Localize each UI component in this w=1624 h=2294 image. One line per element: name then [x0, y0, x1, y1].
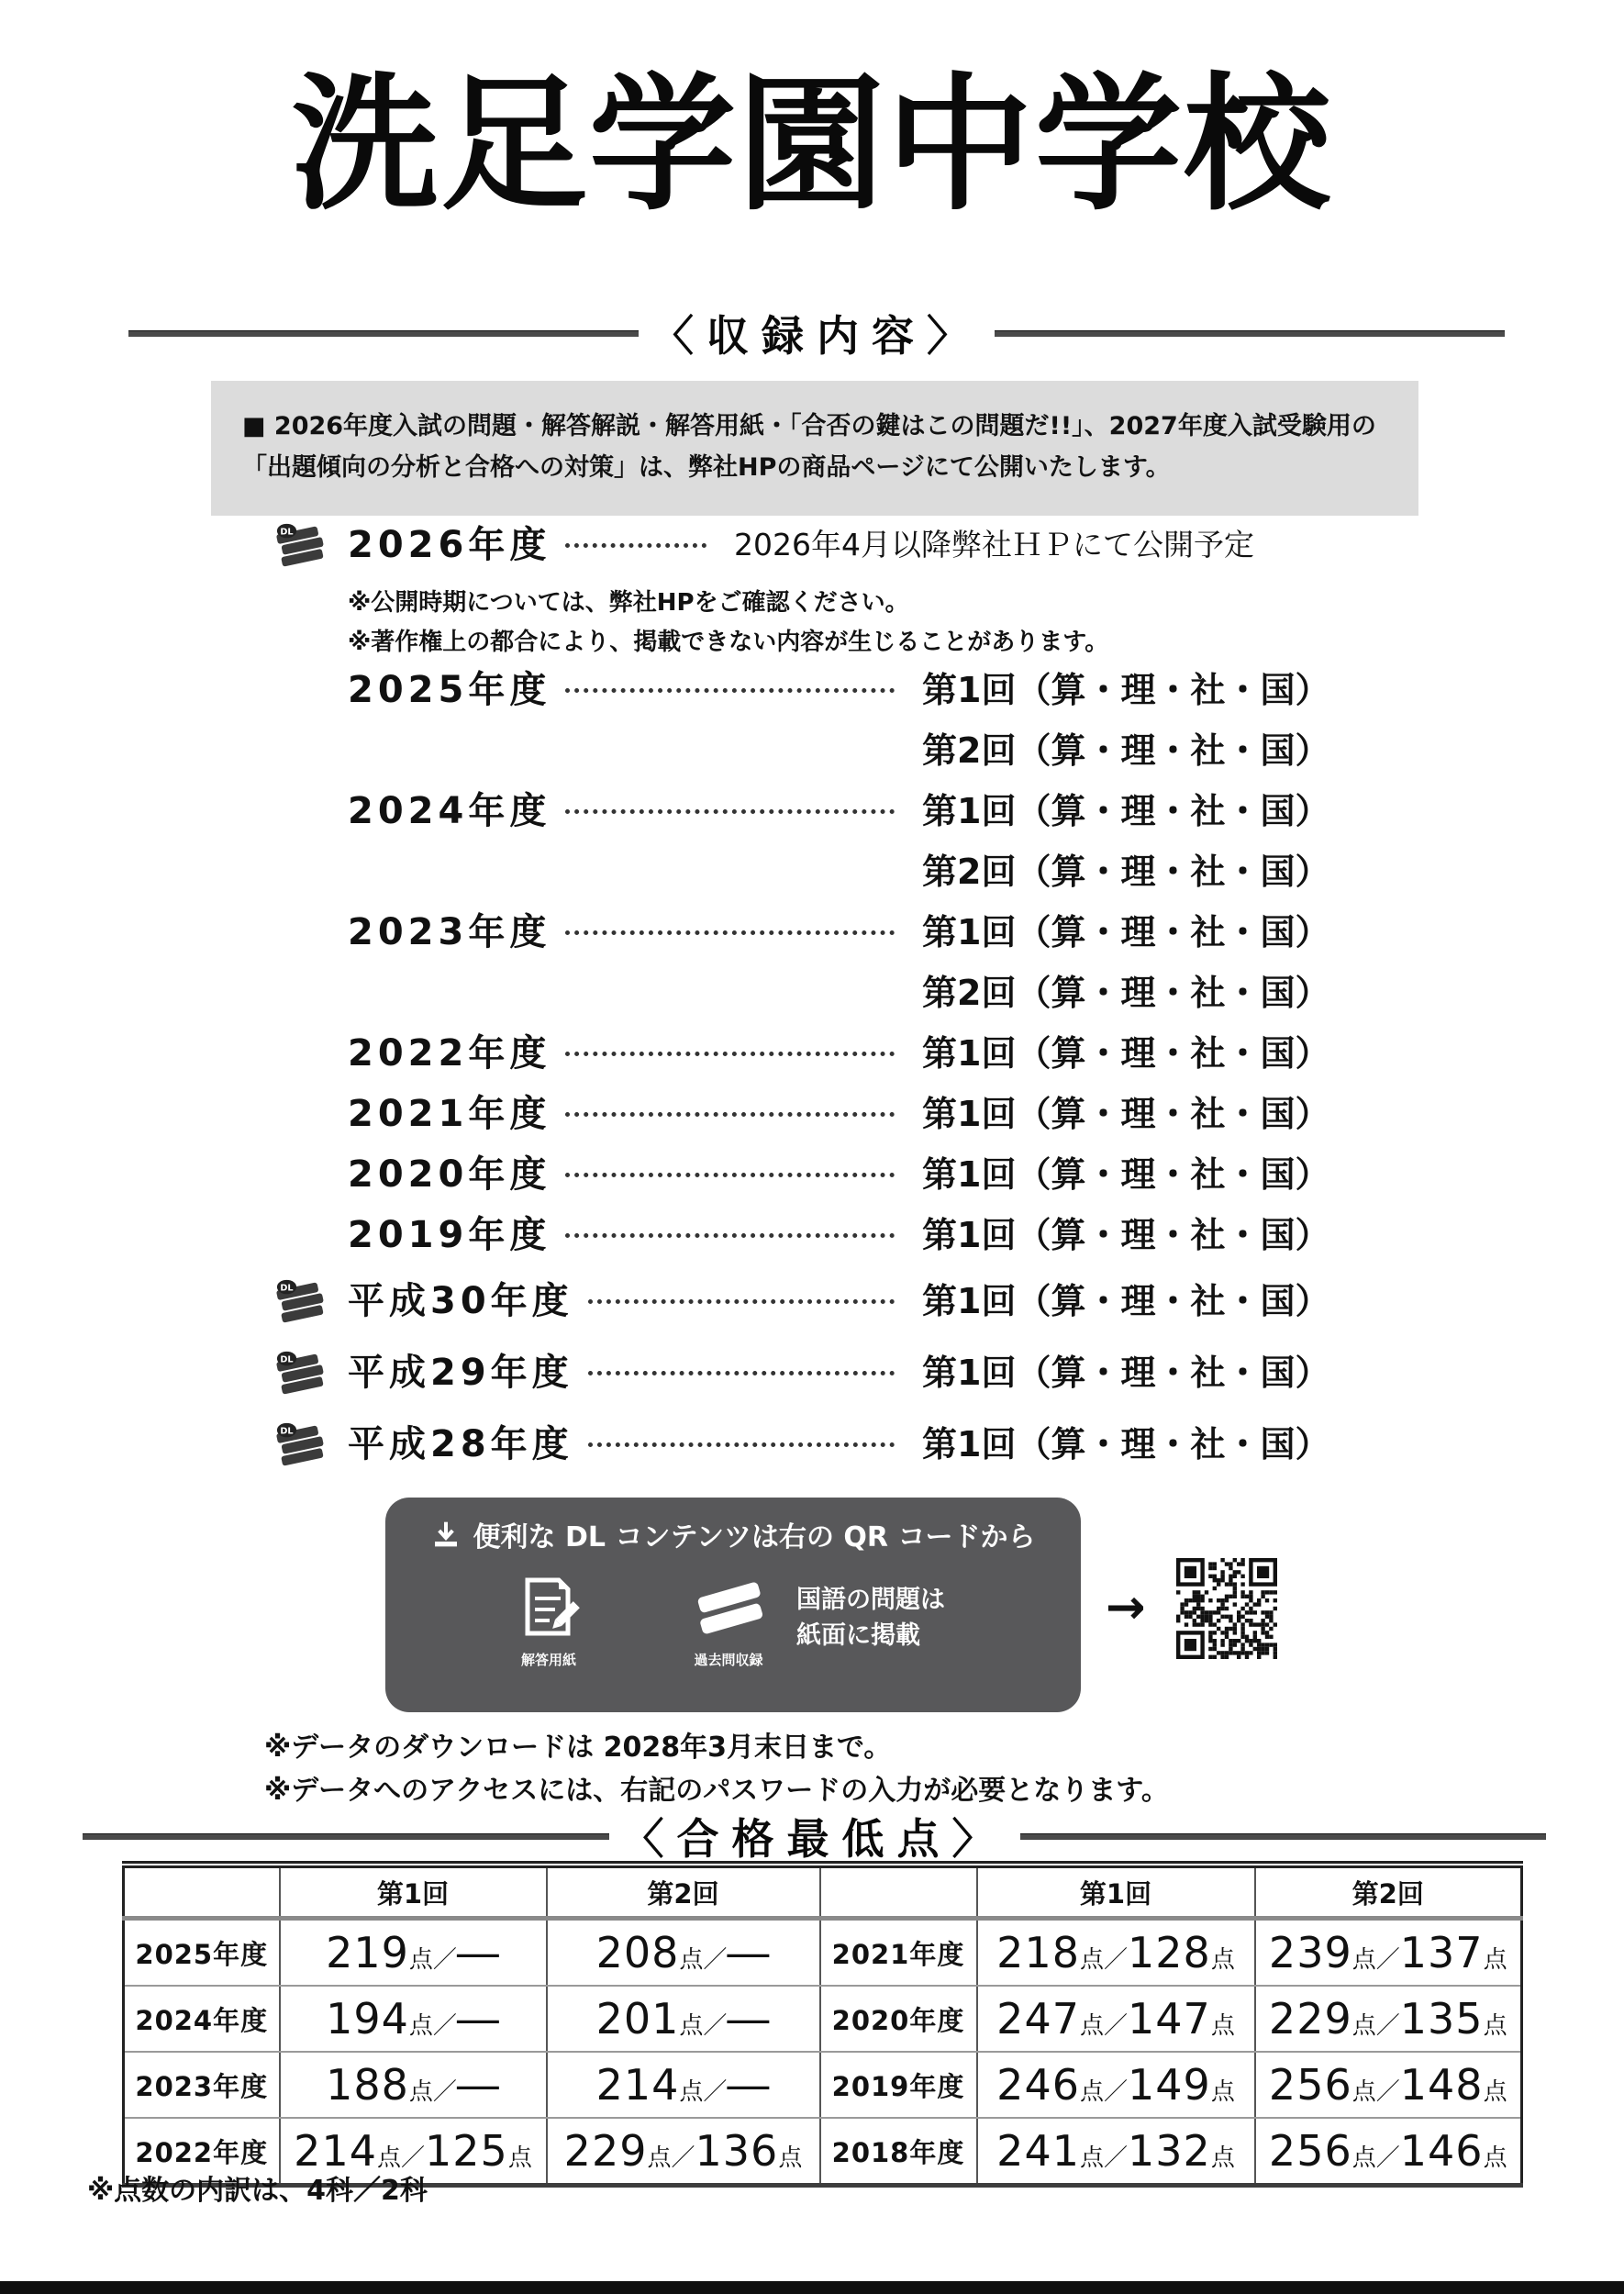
column-header: 第1回 [977, 1865, 1255, 1919]
rule-right [1020, 1833, 1547, 1840]
contents-row-left [271, 1094, 922, 1134]
arrow-right-icon: → [1106, 1580, 1146, 1635]
dl-icon-slot [271, 1275, 348, 1327]
contents-row [271, 1215, 1408, 1255]
contents-row [271, 1154, 1408, 1195]
score-cell: 194点／― [280, 1986, 547, 2052]
dl-books-icon [271, 1419, 329, 1470]
dl-icon-slot [271, 1347, 348, 1398]
dl-books-icon [271, 1275, 329, 1327]
contents-row-left [271, 1275, 922, 1327]
contents-section-label: 〈収録内容〉 [651, 311, 982, 361]
score-cell: 246点／149点 [977, 2052, 1255, 2118]
dl-items [509, 1573, 1081, 1669]
score-cell: 208点／― [547, 1919, 820, 1987]
dl-item-caption: 解答用紙 [520, 1652, 576, 1668]
score-cell: 239点／137点 [1255, 1919, 1522, 1987]
dl-icon-slot [271, 1419, 348, 1470]
dl-note-line-2: ※データへのアクセスには、右記のパスワードの入力が必要となります。 [264, 1774, 1169, 1807]
score-cell: 214点／― [547, 2052, 820, 2118]
svg-text:DL: DL [280, 1354, 294, 1365]
contents-row-left [271, 1033, 922, 1074]
exam-round-label: 第1回（算・理・社・国） [922, 912, 1330, 952]
year-label: 2025年度 [348, 669, 551, 711]
dotted-leader [565, 1052, 895, 1056]
dotted-leader [565, 688, 895, 693]
dotted-leader [565, 809, 895, 814]
exam-round-label: 第1回（算・理・社・国） [922, 1215, 1330, 1255]
svg-text:DL: DL [280, 1283, 294, 1294]
dl-side-note-line-2: 紙面に掲載 [796, 1621, 920, 1651]
contents-row [271, 1419, 1408, 1470]
notice-line-1: ■ 2026年度入試の問題・解答解説・解答用紙・「合否の鍵はこの問題だ!!」、2027年度入試受験用の [242, 412, 1376, 440]
contents-row [271, 912, 1408, 952]
dotted-leader [588, 1299, 895, 1304]
year-cell: 2023年度 [124, 2052, 280, 2118]
year-cell: 2025年度 [124, 1919, 280, 1987]
dotted-leader [565, 930, 895, 935]
qr-code [1176, 1558, 1277, 1659]
exam-round-label: 第1回（算・理・社・国） [922, 1424, 1330, 1464]
year-cell: 2018年度 [820, 2118, 977, 2186]
contents-row [271, 670, 1408, 710]
dotted-leader [565, 1233, 895, 1238]
contents-row [271, 1347, 1408, 1398]
rule-left [128, 330, 639, 337]
dl-notes [264, 1727, 1169, 1812]
contents-section-header [128, 303, 1505, 363]
min-scores-table [122, 1861, 1523, 2188]
score-cell: 219点／― [280, 1919, 547, 1987]
contents-row-left [271, 670, 922, 710]
page-bottom-bar [0, 2281, 1624, 2294]
notice-line-2: 「出題傾向の分析と合格への対策」は、弊社HPの商品ページにて公開いたします。 [242, 452, 1171, 482]
contents-row [271, 1275, 1408, 1327]
books-icon [684, 1573, 773, 1644]
year-label: 2023年度 [348, 911, 551, 953]
score-cell: 256点／148点 [1255, 2052, 1522, 2118]
min-scores-section-label: 〈合格最低点〉 [621, 1814, 1007, 1864]
score-cell: 214点／125点 [280, 2118, 547, 2186]
exam-round-label: 第1回（算・理・社・国） [922, 1154, 1330, 1195]
score-table-row [124, 1919, 1522, 1987]
rule-left [83, 1833, 609, 1840]
year-cell: 2019年度 [820, 2052, 977, 2118]
year-label: 平成28年度 [348, 1423, 573, 1465]
dotted-leader [588, 1371, 895, 1375]
score-cell: 201点／― [547, 1986, 820, 2052]
year-cell: 2024年度 [124, 1986, 280, 2052]
year-label: 平成29年度 [348, 1352, 573, 1394]
score-footnote: ※点数の内訳は、4科／2科 [87, 2175, 428, 2207]
exam-round-label: 第1回（算・理・社・国） [922, 791, 1330, 831]
year-label: 2021年度 [348, 1093, 551, 1135]
contents-subrow [271, 730, 1408, 771]
exam-round-label: 第1回（算・理・社・国） [922, 670, 1330, 710]
contents-subrow [271, 852, 1408, 892]
contents-row [271, 791, 1408, 831]
contents-subrow [271, 973, 1408, 1013]
dotted-leader [565, 1173, 895, 1177]
exam-round-label: 第2回（算・理・社・国） [922, 730, 1330, 771]
empty-header-cell [820, 1865, 977, 1919]
dl-item-caption: 過去問収録 [694, 1652, 763, 1668]
year-cell: 2022年度 [124, 2118, 280, 2186]
school-name-title: 洗足学園中学校 [291, 59, 1332, 230]
dl-books-icon [271, 519, 329, 571]
dl-box-header-label: 便利な DL コンテンツは右の QR コードから [473, 1521, 1036, 1553]
column-header: 第2回 [547, 1865, 820, 1919]
exam-round-label: 第2回（算・理・社・国） [922, 852, 1330, 892]
score-table-header-row [124, 1865, 1522, 1919]
dl-item-past-exams [684, 1573, 773, 1669]
contents-row-left [271, 1347, 922, 1398]
contents-row-left [271, 1154, 922, 1195]
dl-box-header [385, 1514, 1081, 1554]
score-cell: 229点／136点 [547, 2118, 820, 2186]
rule-right [995, 330, 1505, 337]
year-label: 2020年度 [348, 1153, 551, 1196]
dotted-leader [588, 1442, 895, 1447]
dl-side-note [796, 1582, 945, 1654]
dl-side-note-line-1: 国語の問題は [796, 1586, 945, 1614]
dl-item-answer-sheet [509, 1573, 588, 1669]
dotted-leader [565, 543, 706, 548]
dl-books-icon [271, 1347, 329, 1398]
year-label: 平成30年度 [348, 1280, 573, 1322]
contents-row [271, 1094, 1408, 1134]
download-icon [431, 1520, 461, 1549]
year-label: 2026年度 [348, 524, 551, 566]
exam-round-label: 第1回（算・理・社・国） [922, 1094, 1330, 1134]
column-header: 第1回 [280, 1865, 547, 1919]
publication-notice-box [211, 381, 1418, 516]
min-scores-section-header [83, 1806, 1546, 1866]
score-cell: 188点／― [280, 2052, 547, 2118]
contents-note: ※著作権上の都合により、掲載できない内容が生じることがあります。 [348, 629, 1109, 656]
contents-row-left [271, 791, 922, 831]
contents-note: ※公開時期については、弊社HPをご確認ください。 [348, 589, 909, 617]
empty-header-cell [124, 1865, 280, 1919]
exam-round-label: 2026年4月以降弊社ＨＰにて公開予定 [734, 527, 1254, 562]
score-cell: 247点／147点 [977, 1986, 1255, 2052]
score-table-row [124, 1986, 1522, 2052]
year-cell: 2021年度 [820, 1919, 977, 1987]
dl-contents-box [385, 1498, 1081, 1712]
dl-icon-slot [271, 519, 348, 571]
svg-text:DL: DL [280, 527, 294, 538]
score-cell: 229点／135点 [1255, 1986, 1522, 2052]
contents-row-left [271, 1215, 922, 1255]
contents-list [271, 519, 1408, 1490]
contents-row-left [271, 1419, 922, 1470]
answer-sheet-icon [509, 1573, 588, 1644]
contents-row-left [271, 912, 922, 952]
score-cell: 256点／146点 [1255, 2118, 1522, 2186]
exam-round-label: 第1回（算・理・社・国） [922, 1281, 1330, 1321]
contents-row [271, 1033, 1408, 1074]
score-table-row [124, 2052, 1522, 2118]
exam-round-label: 第1回（算・理・社・国） [922, 1033, 1330, 1074]
score-cell: 241点／132点 [977, 2118, 1255, 2186]
exam-round-label: 第2回（算・理・社・国） [922, 973, 1330, 1013]
column-header: 第2回 [1255, 1865, 1522, 1919]
year-label: 2022年度 [348, 1032, 551, 1075]
year-cell: 2020年度 [820, 1986, 977, 2052]
year-label: 2024年度 [348, 790, 551, 832]
year-label: 2019年度 [348, 1214, 551, 1256]
score-cell: 218点／128点 [977, 1919, 1255, 1987]
exam-round-label: 第1回（算・理・社・国） [922, 1353, 1330, 1393]
contents-row-left [271, 519, 734, 571]
svg-text:DL: DL [280, 1426, 294, 1437]
contents-row [271, 519, 1408, 571]
dotted-leader [565, 1112, 895, 1117]
dl-note-line-1: ※データのダウンロードは 2028年3月末日まで。 [264, 1732, 892, 1764]
